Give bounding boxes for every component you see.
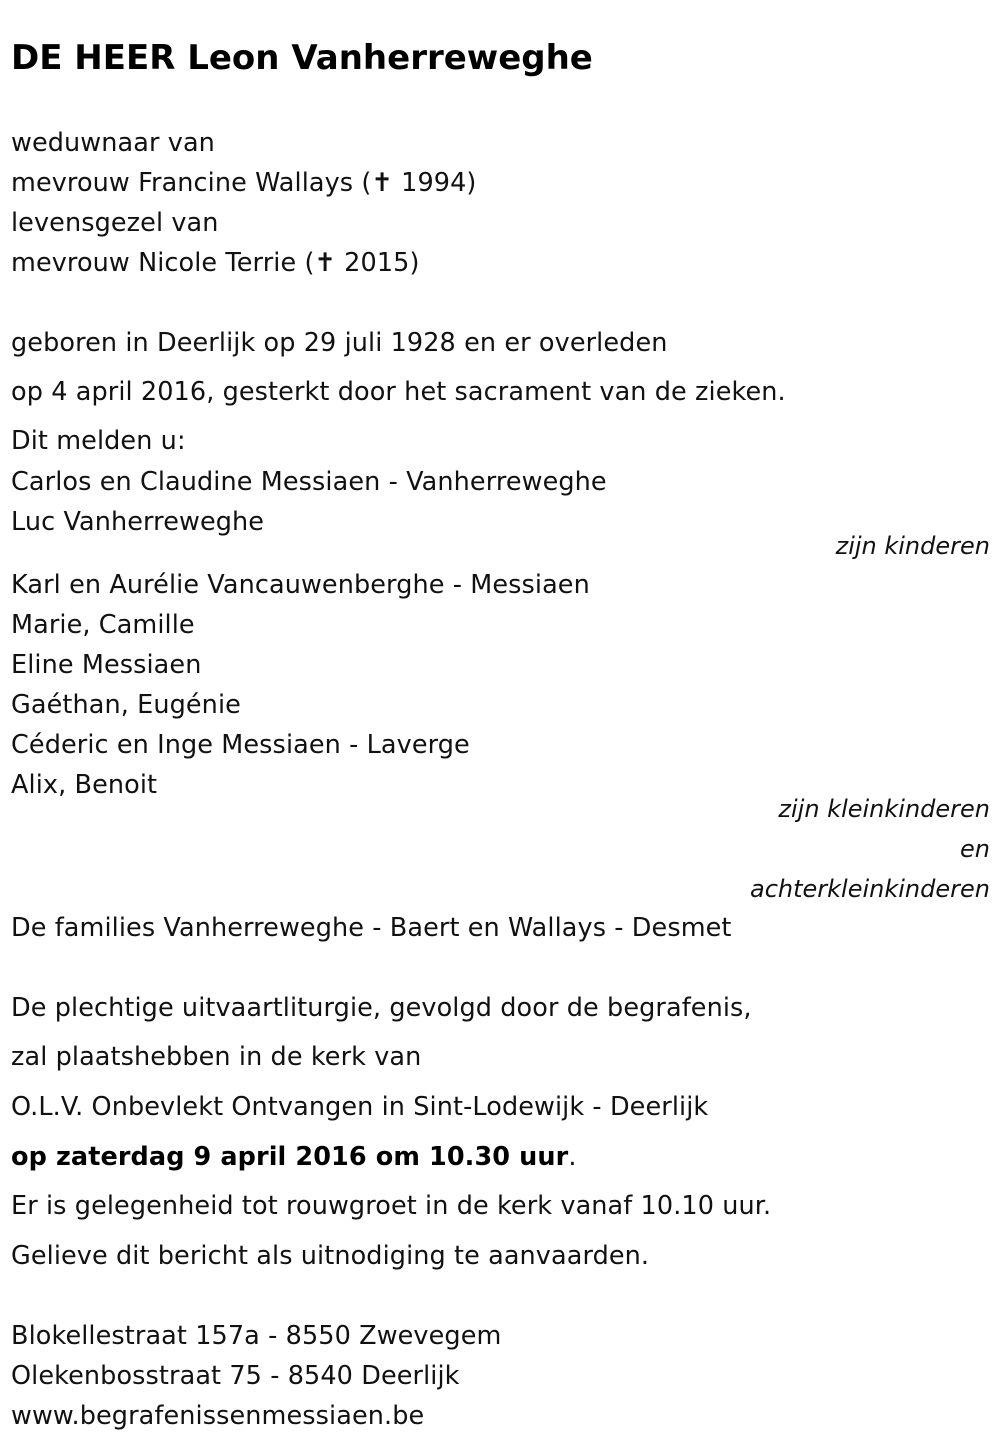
- birth-line-2: op 4 april 2016, gesterkt door het sacrament van de zieken.: [11, 377, 786, 407]
- address-line-2: Olekenbosstraat 75 - 8540 Deerlijk: [11, 1361, 460, 1391]
- birth-line-1: geboren in Deerlijk op 29 juli 1928 en er overleden: [11, 328, 668, 358]
- children-label: zijn kinderen: [835, 532, 990, 560]
- grandchild-line-4: Gaéthan, Eugénie: [11, 690, 241, 720]
- families-line: De families Vanherreweghe - Baert en Wallays - Desmet: [11, 913, 732, 943]
- ceremony-date-line: [11, 1141, 577, 1173]
- ceremony-line-1: De plechtige uitvaartliturgie, gevolgd door de begrafenis,: [11, 993, 752, 1023]
- page-title: DE HEER Leon Vanherreweghe: [11, 38, 593, 78]
- ceremony-line-6: Gelieve dit bericht als uitnodiging te aanvaarden.: [11, 1241, 650, 1271]
- intro-line-3: levensgezel van: [11, 208, 219, 238]
- announce-line: Dit melden u:: [11, 426, 186, 456]
- ceremony-date: op zaterdag 9 april 2016 om 10.30 uur: [11, 1142, 569, 1172]
- intro-line-4: mevrouw Nicole Terrie (✝ 2015): [11, 248, 420, 278]
- child-line-2: Luc Vanherreweghe: [11, 507, 265, 537]
- website-link[interactable]: www.begrafenissenmessiaen.be: [11, 1401, 425, 1431]
- grandchild-line-6: Alix, Benoit: [11, 770, 158, 800]
- grandchildren-label-2: en: [960, 835, 990, 863]
- grandchildren-label-3: achterkleinkinderen: [750, 875, 990, 903]
- address-line-1: Blokellestraat 157a - 8550 Zwevegem: [11, 1321, 502, 1351]
- ceremony-line-5: Er is gelegenheid tot rouwgroet in de kerk vanaf 10.10 uur.: [11, 1191, 772, 1221]
- grandchild-line-2: Marie, Camille: [11, 610, 195, 640]
- grandchild-line-3: Eline Messiaen: [11, 650, 202, 680]
- grandchild-line-5: Céderic en Inge Messiaen - Laverge: [11, 730, 470, 760]
- intro-line-2: mevrouw Francine Wallays (✝ 1994): [11, 168, 477, 198]
- grandchildren-label-1: zijn kleinkinderen: [778, 795, 990, 823]
- grandchild-line-1: Karl en Aurélie Vancauwenberghe - Messiaen: [11, 570, 590, 600]
- ceremony-line-2: zal plaatshebben in de kerk van: [11, 1042, 422, 1072]
- child-line-1: Carlos en Claudine Messiaen - Vanherreweghe: [11, 467, 607, 497]
- ceremony-line-3: O.L.V. Onbevlekt Ontvangen in Sint-Lodewijk - Deerlijk: [11, 1092, 709, 1122]
- ceremony-date-suffix: .: [568, 1142, 577, 1172]
- intro-line-1: weduwnaar van: [11, 128, 215, 158]
